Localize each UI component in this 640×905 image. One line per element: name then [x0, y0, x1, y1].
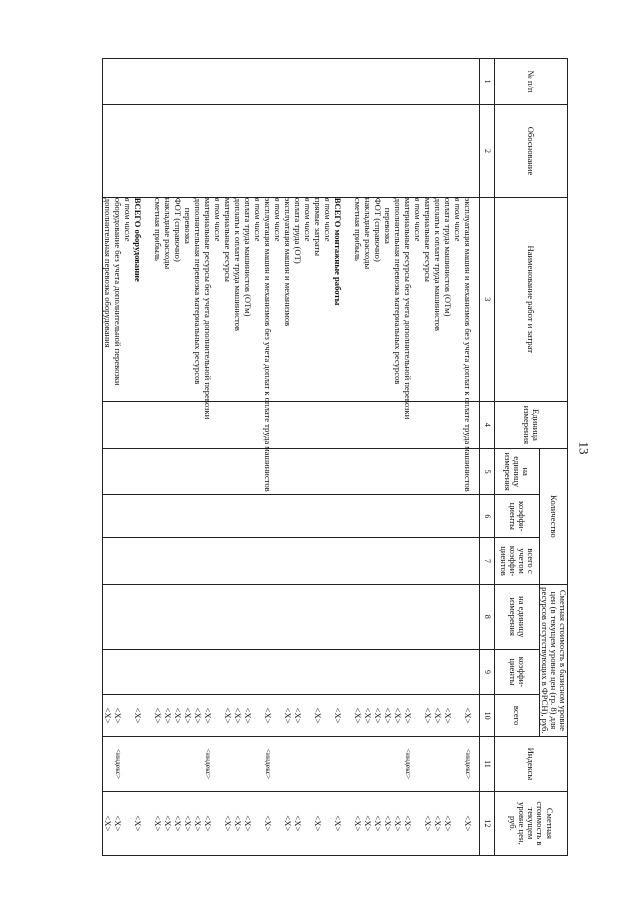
index-placeholder — [123, 737, 133, 791]
current-cost-value: <X> — [262, 815, 273, 832]
index-placeholder — [303, 737, 313, 791]
cell-qty-coef — [102, 495, 479, 538]
work-line: материальные ресурсы — [222, 197, 233, 282]
current-cost-value: <X> — [282, 815, 293, 832]
work-line: дополнительная перевозка материальных ресурсов — [192, 197, 203, 385]
work-line: эксплуатация машин и механизмов без учета доплат к оплате труда машинистов — [262, 197, 273, 492]
work-line: эксплуатация машин и механизмов — [282, 197, 293, 327]
index-placeholder — [433, 737, 443, 791]
work-line: в том числе — [302, 197, 313, 242]
current-cost-value: <X> — [462, 815, 473, 832]
index-placeholder — [353, 737, 363, 791]
current-cost-value: <X> — [372, 815, 383, 832]
total-value: <X> — [192, 707, 203, 724]
header-basis: Обоснование — [494, 105, 567, 198]
colnum-7: 7 — [479, 538, 494, 584]
total-value: <X> — [392, 707, 403, 724]
current-cost-value: <X> — [242, 815, 253, 832]
current-cost-value: <X> — [132, 815, 143, 832]
work-line — [343, 198, 353, 401]
total-value: <X> — [292, 707, 303, 724]
current-cost-value: <X> — [112, 815, 123, 832]
work-line: прямые затраты — [312, 197, 323, 257]
work-line: оплата труда машинистов (ОТм) — [442, 197, 453, 317]
index-placeholder — [133, 737, 143, 791]
index-placeholder — [103, 737, 113, 791]
work-line: в том числе — [452, 197, 463, 242]
total-value: <X> — [432, 707, 443, 724]
work-line: в том числе — [412, 197, 423, 242]
total-value — [213, 695, 223, 736]
header-num: № п/п — [494, 59, 567, 105]
current-cost-value: <X> — [392, 815, 403, 832]
work-line: оплата труда (ОТ) — [292, 197, 303, 264]
current-cost-value — [143, 792, 153, 855]
index-placeholder: <индекс> — [403, 748, 413, 780]
table-body-row — [102, 59, 479, 856]
index-placeholder — [443, 737, 453, 791]
work-line: в том числе — [212, 197, 223, 242]
index-placeholder — [233, 737, 243, 791]
current-cost-value: <X> — [102, 815, 113, 832]
current-cost-value: <X> — [402, 815, 413, 832]
index-placeholder — [363, 737, 373, 791]
current-cost-value — [323, 792, 333, 855]
header-row-1 — [539, 59, 567, 856]
page-number: 13 — [576, 441, 592, 455]
index-placeholder — [153, 737, 163, 791]
header-unit: Единица измерения — [494, 401, 567, 448]
column-number-row — [479, 59, 494, 856]
cell-cost-coef — [102, 649, 479, 694]
total-value: <X> — [242, 707, 253, 724]
work-line: сметная прибыль — [152, 197, 163, 261]
header-cost-total: всего — [494, 695, 539, 737]
work-line: накладные расходы — [162, 197, 173, 270]
index-placeholder — [173, 737, 183, 791]
current-cost-value — [213, 792, 223, 855]
index-placeholder — [243, 737, 253, 791]
work-line: перевозка — [382, 207, 393, 244]
header-cost-coef: коэффи-циенты — [494, 649, 539, 694]
cell-cost-per-unit — [102, 584, 479, 649]
work-line: в том числе — [252, 197, 263, 242]
total-value: <X> — [332, 707, 343, 724]
index-placeholder — [283, 737, 293, 791]
index-placeholder: <индекс> — [203, 748, 213, 780]
total-value: <X> — [152, 707, 163, 724]
index-placeholder — [293, 737, 303, 791]
work-line: дополнительная перевозка оборудования — [102, 197, 113, 348]
cell-qty-total — [102, 538, 479, 584]
colnum-11: 11 — [479, 737, 494, 792]
cell-qty-per-unit — [102, 449, 479, 495]
total-value — [323, 695, 333, 736]
current-cost-value: <X> — [332, 815, 343, 832]
total-value: <X> — [352, 707, 363, 724]
work-line: оплата труда машинистов (ОТм) — [242, 197, 253, 317]
colnum-10: 10 — [479, 695, 494, 737]
current-cost-value: <X> — [422, 815, 433, 832]
index-placeholder — [143, 737, 153, 791]
current-cost-value: <X> — [292, 815, 303, 832]
work-line: дополнительная перевозка материальных ресурсов — [392, 197, 403, 385]
index-placeholder — [383, 737, 393, 791]
header-cost-group: Сметная стоимость в базисном уровне цен (в текущем уровне цен (гр. 8) для ресурсов отсутствующих в ФРСН), руб. — [539, 584, 567, 736]
work-line: материальные ресурсы без учета дополнительной перевозки — [402, 197, 413, 420]
index-placeholder — [163, 737, 173, 791]
cell-work-names — [102, 197, 479, 492]
current-cost-value: <X> — [382, 815, 393, 832]
header-qty-total: всего с учетом коэффи-циентов — [494, 538, 539, 584]
work-line: перевозка — [182, 207, 193, 244]
work-line: материальные ресурсы — [422, 197, 433, 282]
header-indices: Индексы — [494, 737, 567, 792]
total-value: <X> — [112, 707, 123, 724]
cell-num — [102, 59, 479, 105]
cell-cost-total — [102, 695, 479, 737]
total-value: <X> — [372, 707, 383, 724]
index-placeholder: <индекс> — [463, 748, 473, 780]
total-value — [453, 695, 463, 736]
index-placeholder — [373, 737, 383, 791]
colnum-3: 3 — [479, 197, 494, 401]
colnum-12: 12 — [479, 791, 494, 855]
current-cost-value — [303, 792, 313, 855]
header-work-name: Наименование работ и затрат — [494, 197, 567, 401]
total-value: <X> — [442, 707, 453, 724]
current-cost-value: <X> — [362, 815, 373, 832]
header-qty-coef: коэффи-циенты — [494, 495, 539, 538]
total-value — [253, 695, 263, 736]
header-quantity-group: Количество — [539, 449, 567, 585]
total-value — [143, 695, 153, 736]
index-placeholder — [273, 737, 283, 791]
colnum-2: 2 — [479, 105, 494, 198]
current-cost-value — [123, 792, 133, 855]
colnum-1: 1 — [479, 59, 494, 105]
current-cost-value — [413, 792, 423, 855]
index-placeholder — [223, 737, 233, 791]
work-line: накладные расходы — [362, 197, 373, 270]
total-value: <X> — [222, 707, 233, 724]
total-value: <X> — [162, 707, 173, 724]
cell-basis — [102, 105, 479, 198]
colnum-9: 9 — [479, 649, 494, 694]
total-value: <X> — [462, 707, 473, 724]
current-cost-value: <X> — [152, 815, 163, 832]
header-current-cost: Сметная стоимость в текущем уровне цен, руб. — [494, 791, 567, 855]
work-line: доплаты к оплате труда машинистов — [232, 197, 243, 331]
current-cost-value: <X> — [442, 815, 453, 832]
index-placeholder — [343, 737, 353, 791]
total-value: <X> — [232, 707, 243, 724]
work-line — [143, 198, 153, 401]
index-placeholder — [453, 737, 463, 791]
index-placeholder — [213, 737, 223, 791]
current-cost-value — [453, 792, 463, 855]
current-cost-value: <X> — [182, 815, 193, 832]
total-value: <X> — [132, 707, 143, 724]
header-cost-per-unit: на единицу измерения — [494, 584, 539, 649]
total-value — [123, 695, 133, 736]
cell-indices — [102, 737, 479, 792]
work-line: эксплуатация машин и механизмов без учета доплат к оплате труда машинистов — [462, 197, 473, 492]
cell-unit — [102, 401, 479, 448]
index-placeholder — [183, 737, 193, 791]
total-value — [343, 695, 353, 736]
current-cost-value: <X> — [432, 815, 443, 832]
current-cost-value: <X> — [202, 815, 213, 832]
current-cost-value — [273, 792, 283, 855]
current-cost-value: <X> — [162, 815, 173, 832]
current-cost-value — [253, 792, 263, 855]
index-placeholder: <индекс> — [113, 748, 123, 780]
work-line: ВСЕГО оборудование — [132, 197, 143, 282]
index-placeholder — [253, 737, 263, 791]
header-qty-per-unit: на единицу измерения — [494, 449, 539, 495]
index-placeholder — [313, 737, 323, 791]
work-line: материальные ресурсы без учета дополнительной перевозки — [202, 197, 213, 420]
total-value: <X> — [422, 707, 433, 724]
total-value — [273, 695, 283, 736]
total-value: <X> — [402, 707, 413, 724]
current-cost-value: <X> — [312, 815, 323, 832]
total-value: <X> — [182, 707, 193, 724]
total-value: <X> — [172, 707, 183, 724]
index-placeholder — [333, 737, 343, 791]
work-line: в том числе — [122, 197, 133, 242]
current-cost-value: <X> — [192, 815, 203, 832]
index-placeholder — [393, 737, 403, 791]
colnum-8: 8 — [479, 584, 494, 649]
total-value: <X> — [382, 707, 393, 724]
cell-current-cost — [102, 791, 479, 855]
total-value: <X> — [362, 707, 373, 724]
total-value: <X> — [102, 707, 113, 724]
current-cost-value: <X> — [232, 815, 243, 832]
total-value: <X> — [312, 707, 323, 724]
work-line: ВСЕГО монтажные работы — [332, 197, 343, 306]
total-value: <X> — [262, 707, 273, 724]
estimate-table — [102, 58, 568, 856]
index-placeholder — [193, 737, 203, 791]
total-value: <X> — [282, 707, 293, 724]
index-placeholder: <индекс> — [263, 748, 273, 780]
work-line: ФОТ (справочно) — [372, 197, 383, 262]
total-value: <X> — [202, 707, 213, 724]
index-placeholder — [413, 737, 423, 791]
colnum-6: 6 — [479, 495, 494, 538]
current-cost-value: <X> — [222, 815, 233, 832]
work-line: в том числе — [272, 197, 283, 242]
index-placeholder — [423, 737, 433, 791]
colnum-4: 4 — [479, 401, 494, 448]
current-cost-value: <X> — [172, 815, 183, 832]
work-line: сметная прибыль — [352, 197, 363, 261]
work-line: оборудование без учета дополнительной перевозки — [112, 197, 123, 386]
total-value — [413, 695, 423, 736]
work-line: доплаты к оплате труда машинистов — [432, 197, 443, 331]
index-placeholder — [323, 737, 333, 791]
work-line: в том числе — [322, 197, 333, 242]
work-line: ФОТ (справочно) — [172, 197, 183, 262]
current-cost-value — [343, 792, 353, 855]
rotated-estimate-table-page — [61, 58, 568, 856]
current-cost-value: <X> — [352, 815, 363, 832]
total-value — [303, 695, 313, 736]
colnum-5: 5 — [479, 449, 494, 495]
